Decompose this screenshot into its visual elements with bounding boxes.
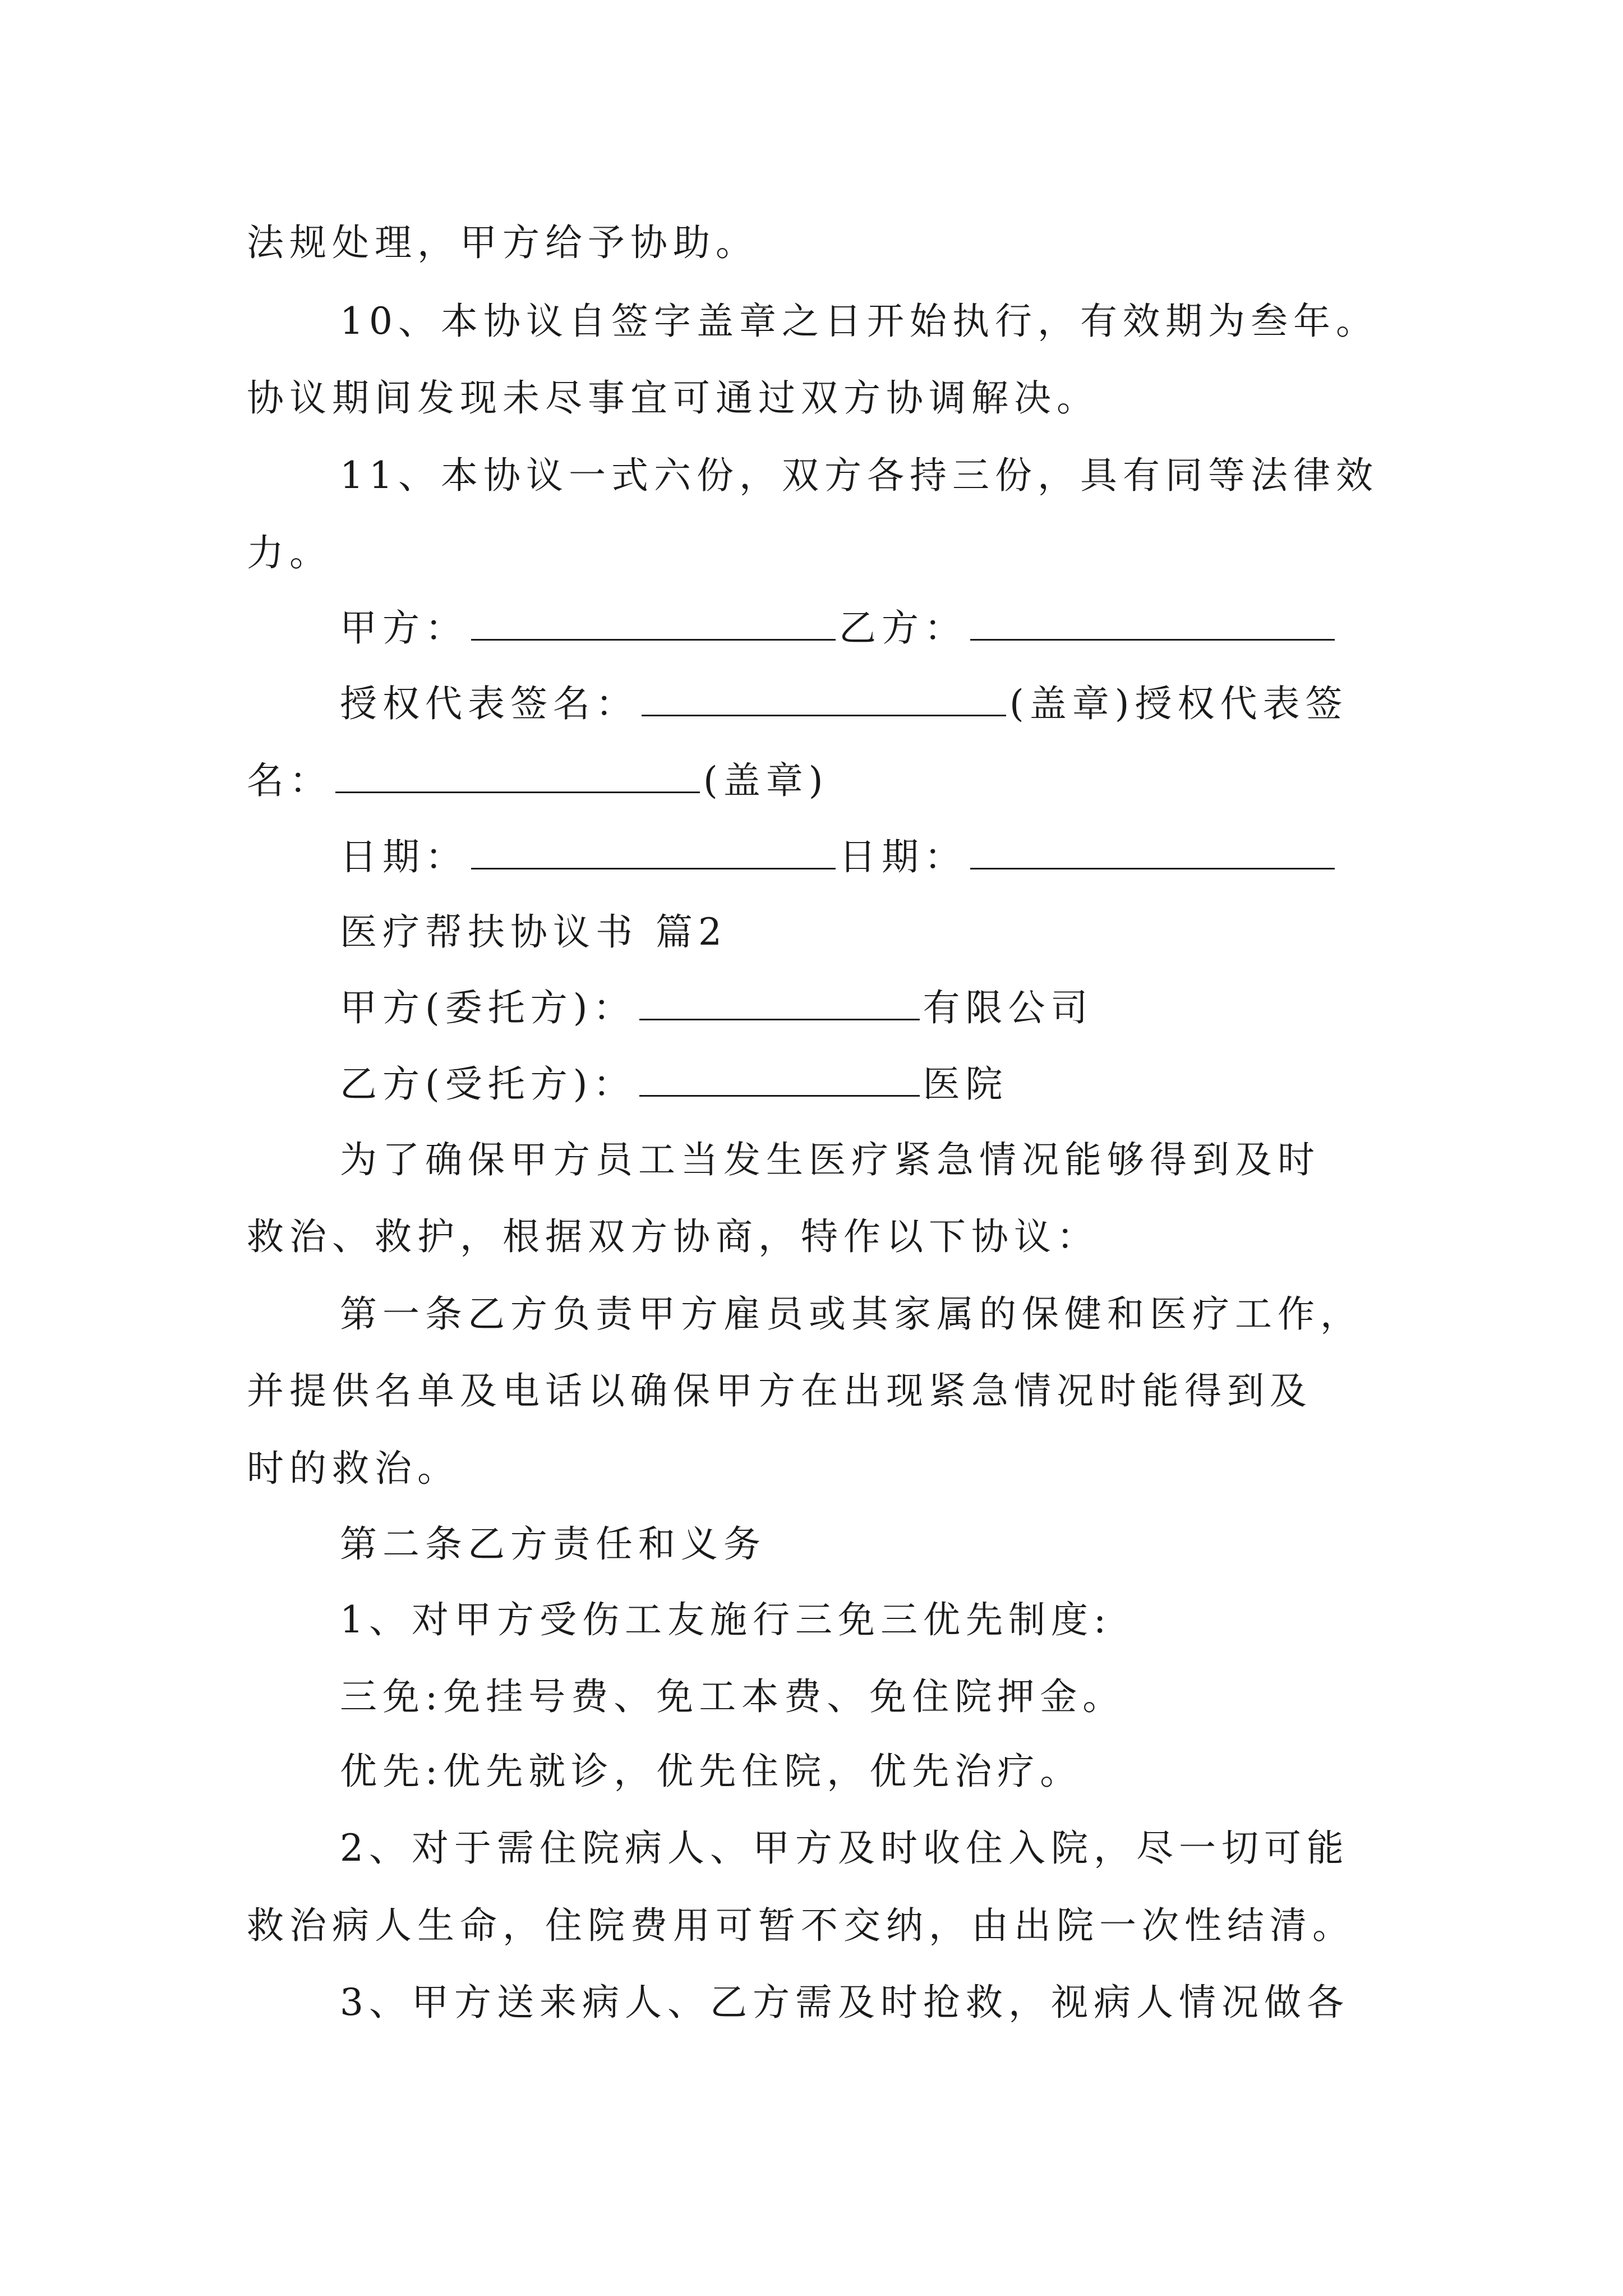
paragraph-line: 协议期间发现未尽事宜可通过双方协调解决。 [247,376,1099,420]
signature-auth-row-cont [247,758,829,803]
signature-date-row [340,835,1338,880]
auth-sign-blank-b [335,759,700,793]
paragraph-line: 第二条乙方责任和义务 [340,1522,766,1566]
party-a-blank [471,606,836,641]
paragraph-line: 3、甲方送来病人、乙方需及时抢救，视病人情况做各 [340,1981,1349,2024]
paragraph-line: 救治病人生命，住院费用可暂不交纳，由出院一次性结清。 [247,1904,1355,1947]
date-a-blank [471,835,836,869]
party-a-row [340,986,1094,1030]
party-b-row [340,1062,1008,1107]
paragraph-line: 优先:优先就诊，优先住院，优先治疗。 [340,1750,1083,1793]
auth-sign-blank [642,682,1006,716]
paragraph-line: 10、本协议自签字盖章之日开始执行，有效期为叁年。 [340,300,1378,343]
seal-label: (盖章) [703,759,829,802]
section-title: 医疗帮扶协议书 篇2 [340,910,727,954]
party-a-suffix: 有限公司 [923,986,1094,1029]
paragraph-line: 三免:免挂号费、免工本费、免住院押金。 [340,1675,1126,1718]
paragraph-line: 法规处理，甲方给予协助。 [247,221,758,264]
date-b-blank [970,835,1335,869]
date-a-label: 日期： [340,835,468,878]
paragraph-line: 第一条乙方负责甲方雇员或其家属的保健和医疗工作， [340,1292,1363,1336]
paragraph-line: 1、对甲方受伤工友施行三免三优先制度: [340,1598,1112,1641]
party-a-label: 甲方(委托方)： [340,986,636,1029]
party-a-blank [639,986,920,1020]
signature-auth-row [340,682,1348,726]
paragraph-line: 11、本协议一式六份，双方各持三份，具有同等法律效 [340,454,1378,497]
auth-sign-label: 授权代表签名： [340,682,638,725]
paragraph-line: 2、对于需住院病人、甲方及时收住入院，尽一切可能 [340,1826,1349,1870]
party-a-label: 甲方： [340,606,468,650]
party-b-blank [639,1062,920,1097]
auth-sign-cont-label: 名： [247,759,332,802]
party-b-label: 乙方(受托方)： [340,1062,636,1106]
paragraph-line: 救治、救护，根据双方协商，特作以下协议： [247,1215,1099,1258]
paragraph-line: 时的救治。 [247,1447,460,1490]
seal-label: (盖章)授权代表签 [1009,682,1348,725]
paragraph-line: 力。 [247,531,332,574]
paragraph-line: 并提供名单及电话以确保甲方在出现紧急情况时能得到及 [247,1369,1312,1412]
party-b-blank [970,606,1335,641]
date-b-label: 日期： [839,835,967,878]
signature-party-row [340,606,1338,651]
paragraph-line: 为了确保甲方员工当发生医疗紧急情况能够得到及时 [340,1138,1320,1181]
party-b-suffix: 医院 [923,1062,1008,1106]
party-b-label: 乙方： [839,606,967,650]
